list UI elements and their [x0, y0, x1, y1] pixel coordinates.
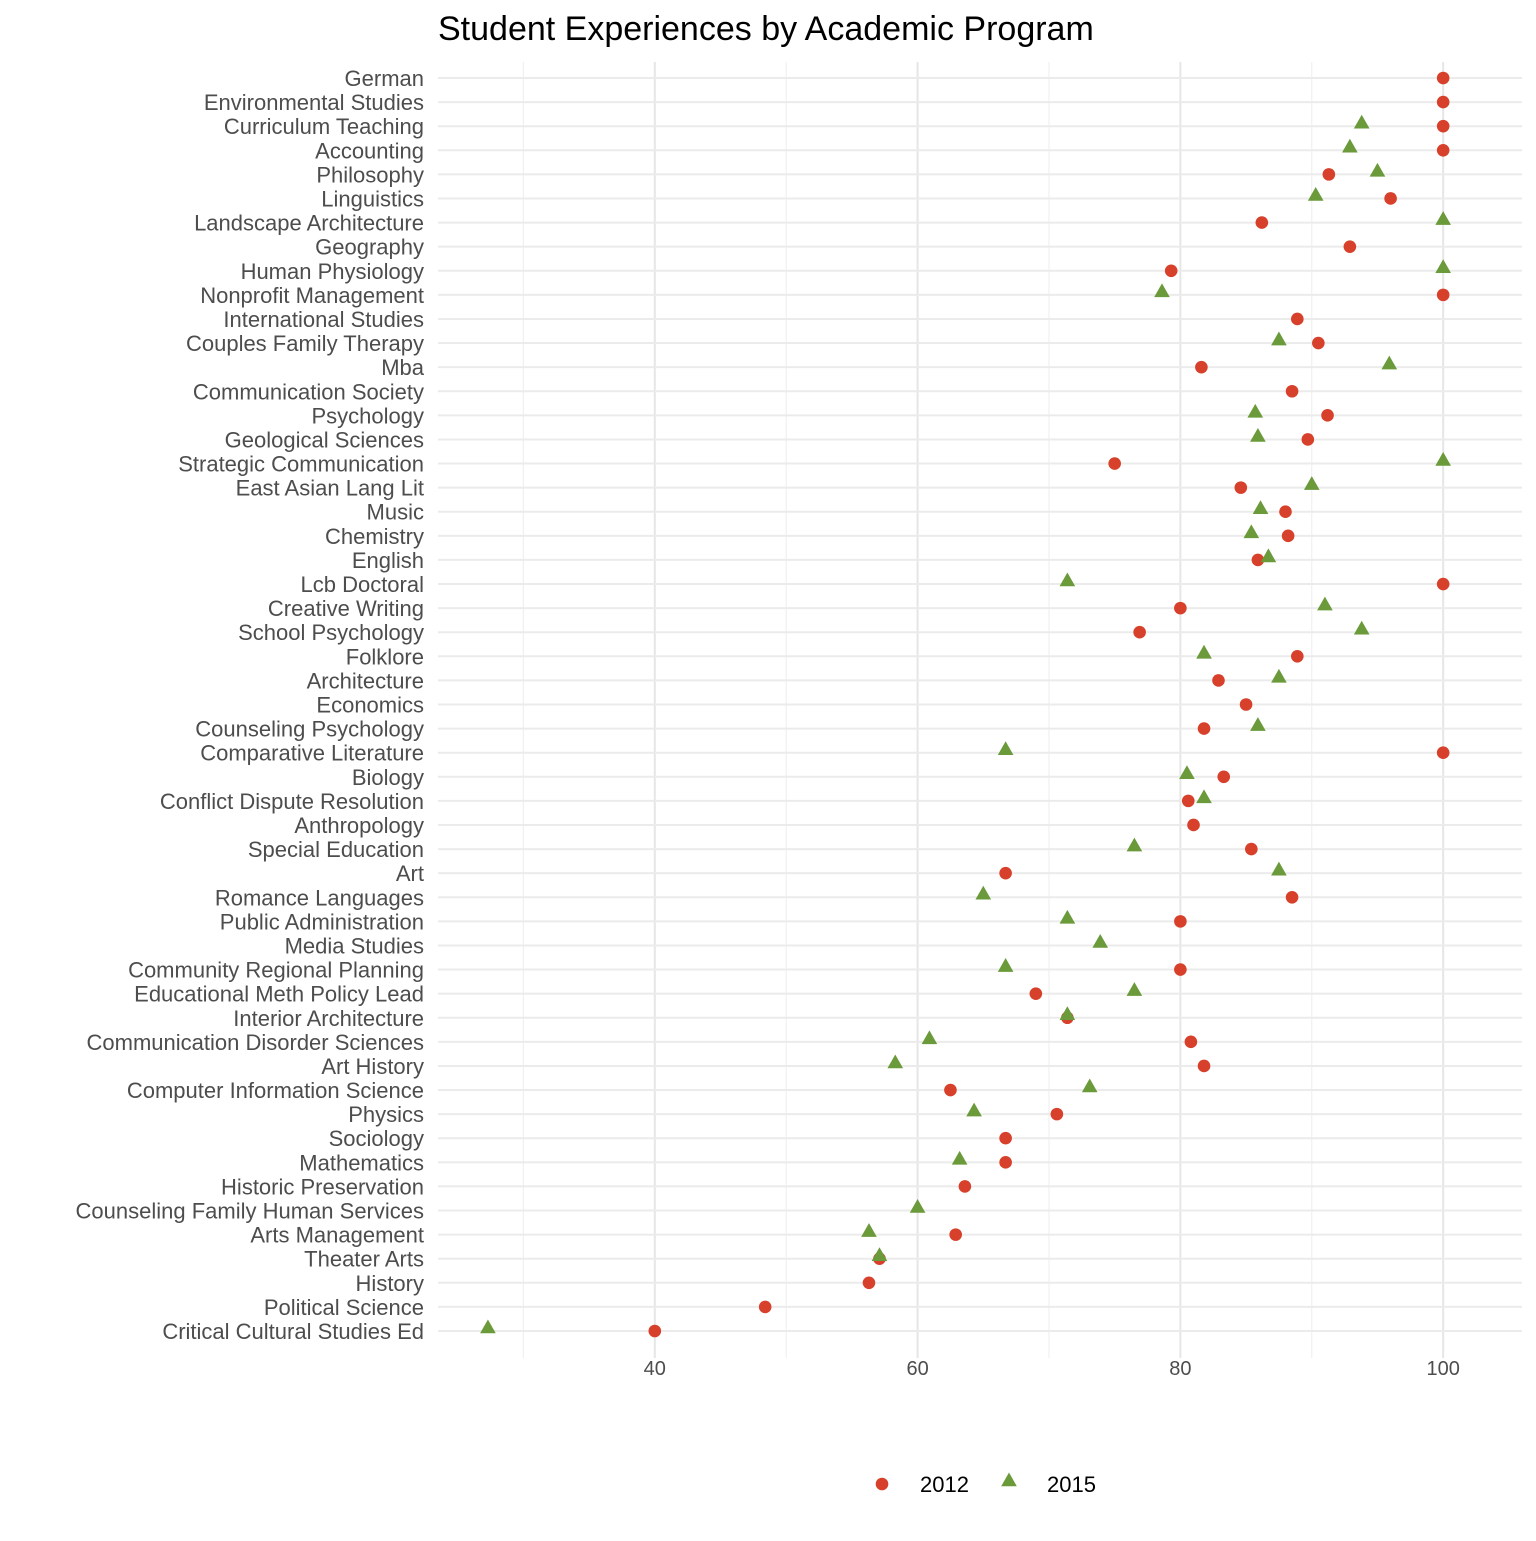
point-2015 [1092, 934, 1108, 948]
point-2015 [1127, 982, 1143, 996]
point-2012 [1198, 1060, 1211, 1073]
point-2015 [1271, 332, 1287, 346]
point-2012 [949, 1228, 962, 1241]
point-2015 [1435, 259, 1451, 273]
point-2012 [1321, 409, 1334, 422]
point-2015 [1253, 500, 1269, 514]
y-tick-label: Art [395, 861, 424, 887]
point-2012 [1185, 1036, 1198, 1049]
point-2012 [1344, 240, 1357, 253]
y-tick-label: School Psychology [238, 620, 424, 646]
x-tick-label: 100 [1426, 1358, 1460, 1380]
point-2012 [863, 1277, 876, 1290]
point-2012 [1282, 530, 1295, 543]
grid-lines [438, 62, 1522, 1358]
point-2015 [1196, 789, 1212, 803]
point-2012 [1051, 1108, 1064, 1121]
point-2012 [1437, 578, 1450, 591]
y-tick-label: History [355, 1270, 424, 1296]
y-tick-label: Anthropology [294, 812, 424, 838]
y-tick-label: Community Regional Planning [128, 957, 424, 983]
point-2015 [1271, 669, 1287, 683]
point-2015 [910, 1199, 926, 1213]
point-2015 [1196, 645, 1212, 659]
point-2012 [1256, 216, 1269, 229]
x-axis-labels [644, 1358, 1460, 1380]
point-2015 [1247, 404, 1263, 418]
y-tick-label: Strategic Communication [178, 451, 424, 477]
point-2012 [1286, 891, 1299, 904]
y-tick-label: Counseling Psychology [195, 716, 424, 742]
y-tick-label: English [351, 547, 424, 573]
y-tick-label: Media Studies [284, 933, 424, 959]
point-2012 [1437, 289, 1450, 302]
y-tick-label: Accounting [315, 138, 424, 164]
point-2015 [861, 1223, 877, 1237]
y-tick-label: Curriculum Teaching [223, 114, 424, 140]
point-2012 [999, 1156, 1012, 1169]
point-2015 [1261, 548, 1277, 562]
y-tick-label: Landscape Architecture [194, 210, 424, 236]
y-tick-label: International Studies [223, 306, 424, 332]
point-2015 [1435, 452, 1451, 466]
y-tick-label: Human Physiology [240, 258, 424, 284]
point-2015 [998, 958, 1014, 972]
y-tick-label: Creative Writing [267, 596, 424, 622]
point-2015 [887, 1054, 903, 1068]
point-2015 [1435, 211, 1451, 225]
point-2012 [999, 1132, 1012, 1145]
point-2012 [1302, 433, 1315, 446]
point-2015 [1370, 163, 1386, 177]
point-2012 [1384, 192, 1397, 205]
y-tick-label: Architecture [306, 668, 424, 694]
point-2012 [1133, 626, 1146, 639]
y-tick-label: Environmental Studies [203, 90, 424, 116]
y-tick-label: Economics [316, 692, 424, 718]
y-tick-label: Chemistry [324, 523, 424, 549]
point-2015 [1179, 765, 1195, 779]
y-tick-label: Conflict Dispute Resolution [159, 788, 424, 814]
y-tick-label: Couples Family Therapy [185, 331, 424, 357]
point-2012 [1437, 96, 1450, 109]
legend-key-circle [876, 1478, 889, 1491]
point-2012 [1437, 72, 1450, 85]
point-2012 [1286, 385, 1299, 398]
y-tick-label: Physics [348, 1102, 424, 1128]
legend-label: 2012 [920, 1472, 969, 1497]
y-tick-label: Interior Architecture [233, 1005, 424, 1031]
y-tick-label: Theater Arts [304, 1246, 424, 1272]
y-tick-label: Critical Cultural Studies Ed [162, 1319, 424, 1344]
y-tick-label: Psychology [311, 403, 424, 429]
point-2012 [1217, 770, 1230, 783]
point-2015 [1060, 910, 1076, 924]
point-2012 [1030, 987, 1043, 1000]
legend-label: 2015 [1047, 1472, 1096, 1497]
point-2012 [1195, 361, 1208, 374]
point-2012 [649, 1325, 662, 1338]
y-tick-label: Sociology [328, 1126, 424, 1152]
point-2012 [1212, 674, 1225, 687]
legend-key-triangle [1001, 1473, 1017, 1487]
point-2015 [975, 886, 991, 900]
point-2012 [1108, 457, 1121, 470]
y-tick-label: Special Education [247, 837, 424, 863]
point-2015 [1317, 597, 1333, 611]
y-tick-label: Nonprofit Management [200, 282, 424, 308]
point-2015 [872, 1247, 888, 1261]
point-2012 [1235, 481, 1248, 494]
point-2012 [1182, 795, 1195, 808]
legend [876, 1472, 1096, 1497]
y-tick-label: Communication Disorder Sciences [86, 1029, 424, 1055]
x-tick-label: 60 [906, 1358, 929, 1380]
point-2012 [1437, 746, 1450, 759]
point-2015 [1127, 838, 1143, 852]
point-2015 [1271, 862, 1287, 876]
point-2012 [944, 1084, 957, 1097]
point-2015 [1354, 621, 1370, 635]
point-2012 [1245, 843, 1258, 856]
point-2015 [1250, 717, 1266, 731]
point-2015 [1342, 139, 1358, 153]
point-2015 [1060, 573, 1076, 587]
y-tick-label: Art History [321, 1053, 424, 1079]
y-tick-label: Mathematics [299, 1150, 424, 1176]
point-2015 [1250, 428, 1266, 442]
y-tick-label: Political Science [263, 1294, 424, 1320]
y-tick-label: German [344, 66, 424, 91]
point-2012 [1165, 264, 1178, 277]
y-tick-label: Biology [351, 764, 424, 790]
point-2012 [1437, 144, 1450, 157]
y-tick-label: East Asian Lang Lit [235, 475, 424, 501]
y-tick-label: Communication Society [192, 379, 424, 405]
point-2015 [1244, 524, 1260, 538]
point-2015 [922, 1030, 938, 1044]
y-tick-label: Geological Sciences [224, 427, 424, 453]
y-axis-labels [76, 66, 425, 1344]
y-tick-label: Lcb Doctoral [300, 572, 424, 598]
y-tick-label: Romance Languages [214, 885, 424, 911]
y-tick-label: Comparative Literature [200, 740, 424, 766]
point-2015 [952, 1151, 968, 1165]
x-tick-label: 40 [643, 1358, 666, 1380]
point-2012 [1291, 313, 1304, 326]
point-2015 [1154, 283, 1170, 297]
point-2012 [759, 1301, 772, 1314]
y-tick-label: Philosophy [316, 162, 424, 188]
point-2015 [1381, 356, 1397, 370]
y-tick-label: Music [366, 499, 424, 525]
y-tick-label: Geography [315, 234, 424, 260]
point-2015 [1354, 115, 1370, 129]
point-2012 [1279, 505, 1292, 518]
point-2015 [1082, 1079, 1098, 1093]
point-2012 [1323, 168, 1336, 181]
point-2015 [1060, 1006, 1076, 1020]
y-tick-label: Historic Preservation [221, 1174, 424, 1200]
y-tick-label: Mba [381, 355, 424, 381]
point-2015 [480, 1320, 496, 1334]
point-2012 [1174, 602, 1187, 615]
point-2012 [1437, 120, 1450, 133]
x-tick-label: 80 [1169, 1358, 1192, 1380]
point-2015 [1308, 187, 1324, 201]
chart-title: Student Experiences by Academic Program [438, 10, 1094, 48]
point-2015 [966, 1103, 982, 1117]
point-2012 [1187, 819, 1200, 832]
point-2012 [1174, 915, 1187, 928]
point-2012 [1291, 650, 1304, 663]
point-2012 [959, 1180, 972, 1193]
point-2012 [999, 867, 1012, 880]
point-2015 [1304, 476, 1320, 490]
point-2012 [1174, 963, 1187, 976]
y-tick-label: Linguistics [321, 186, 424, 212]
y-tick-label: Computer Information Science [126, 1078, 424, 1104]
point-2015 [998, 741, 1014, 755]
y-tick-label: Educational Meth Policy Lead [134, 981, 424, 1007]
y-tick-label: Counseling Family Human Services [75, 1198, 424, 1224]
y-tick-label: Folklore [345, 644, 424, 670]
point-2012 [1240, 698, 1253, 711]
point-2012 [1198, 722, 1211, 735]
point-2012 [1312, 337, 1325, 350]
y-tick-label: Arts Management [250, 1222, 424, 1248]
y-tick-label: Public Administration [219, 909, 424, 935]
